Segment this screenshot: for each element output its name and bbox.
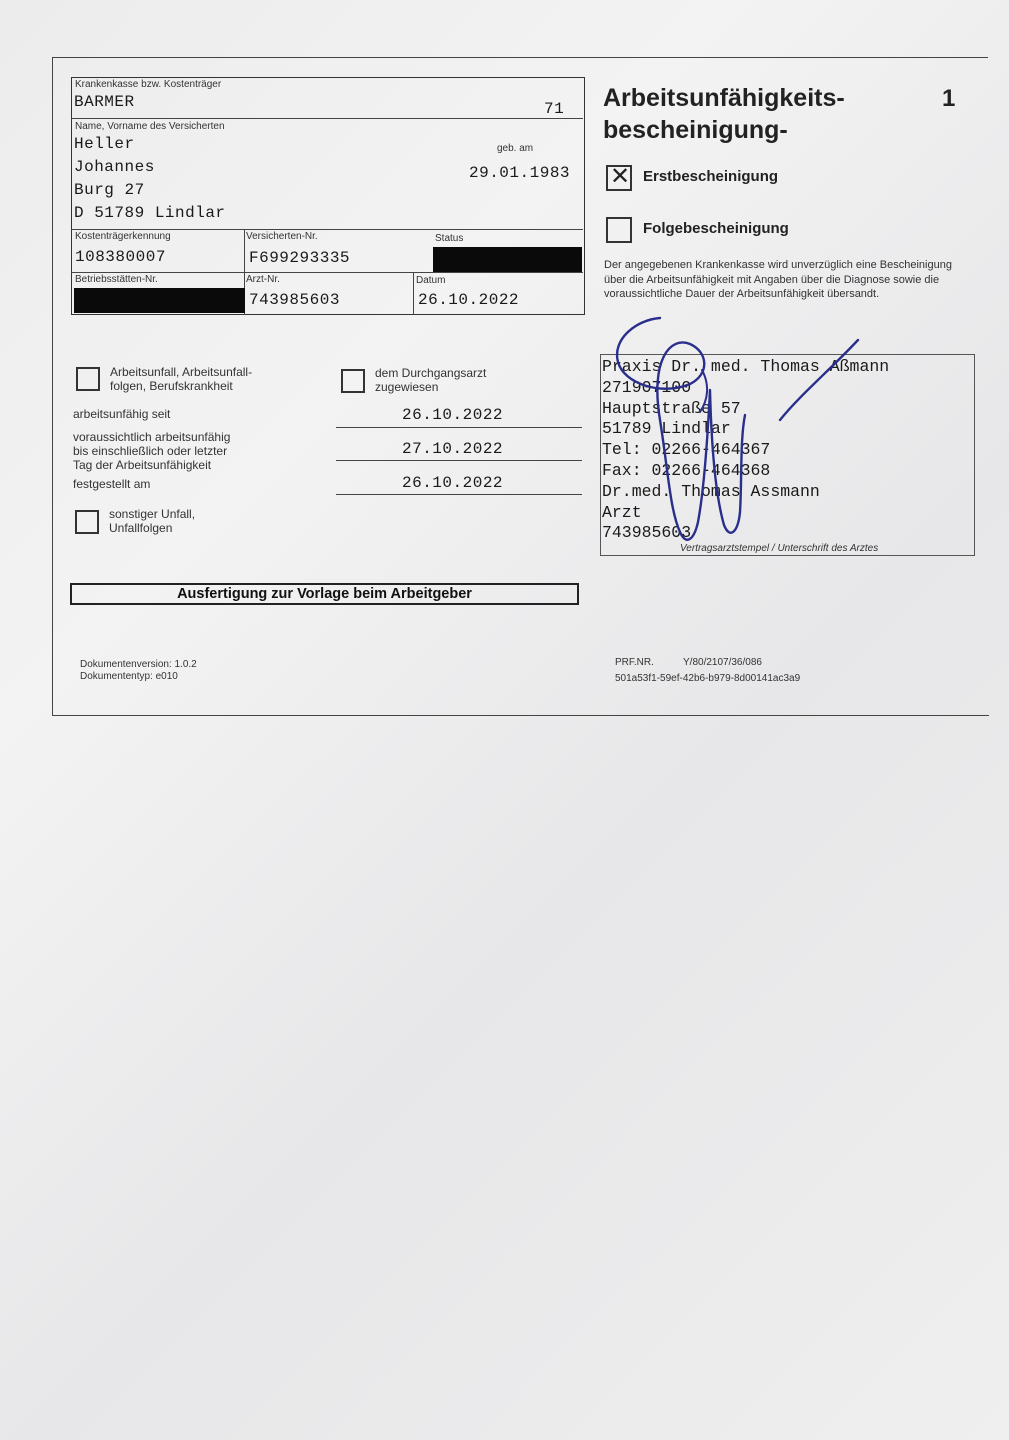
until-value: 27.10.2022 (402, 440, 504, 458)
doc-version: Dokumentenversion: 1.0.2 (80, 659, 197, 670)
insured-no-label: Versicherten-Nr. (246, 231, 318, 242)
insured-first-name: Johannes (74, 158, 155, 176)
notice-text: Der angegebenen Krankenkasse wird unverzüglich eine Bescheinigung über die Arbeitsunfähigkeit mit Angaben über die Diagnose sowie die voraussichtliche Dauer der Arbeitsunfähigkeit übersandt. (604, 259, 952, 300)
stamp-line-9: 743985603 (602, 523, 692, 543)
insurance-code: 71 (544, 100, 565, 118)
since-value: 26.10.2022 (402, 406, 504, 424)
insured-city: D 51789 Lindlar (74, 204, 226, 222)
insured-label: Name, Vorname des Versicherten (75, 121, 225, 132)
frame-bottom (52, 715, 989, 716)
insured-street: Burg 27 (74, 181, 145, 199)
transit-doctor-label-2: zugewiesen (375, 380, 439, 394)
insured-last-name: Heller (74, 135, 135, 153)
stamp-line-7: Dr.med. Thomas Assmann (602, 481, 820, 501)
doctor-no-label: Arzt-Nr. (246, 274, 280, 285)
other-accident-label-2: Unfallfolgen (109, 521, 173, 535)
title-line2: bescheinigung- (603, 116, 788, 144)
determined-underline (336, 494, 582, 495)
prf-label: PRF.NR. (615, 657, 654, 668)
since-underline (336, 427, 582, 428)
signature-icon (590, 300, 890, 570)
doctor-no-value: 743985603 (249, 291, 340, 309)
divider (71, 118, 583, 119)
insurance-label: Krankenkasse bzw. Kostenträger (75, 79, 222, 90)
work-accident-checkbox[interactable] (76, 367, 100, 391)
frame-left (52, 57, 53, 716)
work-accident-label-2: folgen, Berufskrankheit (110, 379, 233, 393)
stamp-line-5: Tel: 02266-464367 (602, 440, 771, 460)
since-label: arbeitsunfähig seit (73, 407, 171, 421)
first-cert-label: Erstbescheinigung (643, 168, 779, 185)
until-underline (336, 460, 582, 461)
other-accident-checkbox[interactable] (75, 510, 99, 534)
doc-type: Dokumententyp: e010 (80, 671, 178, 682)
first-cert-checkbox[interactable] (606, 165, 632, 191)
copy-number: 1 (942, 85, 956, 112)
prf-value: Y/80/2107/36/086 (683, 657, 762, 668)
transit-doctor-checkbox[interactable] (341, 369, 365, 393)
date-label: Datum (416, 275, 446, 286)
copy-banner (70, 583, 579, 605)
status-redaction (433, 247, 582, 272)
payer-id-value: 108380007 (75, 248, 166, 266)
insurance-name: BARMER (74, 93, 135, 111)
until-label-2: bis einschließlich oder letzter (73, 444, 228, 458)
copy-banner-text: Ausfertigung zur Vorlage beim Arbeitgeber (177, 586, 472, 602)
insured-no-value: F699293335 (249, 249, 351, 267)
date-value: 26.10.2022 (418, 291, 520, 309)
determined-label: festgestellt am (73, 477, 151, 491)
title-line1: Arbeitsunfähigkeits- (603, 84, 845, 112)
dob-value: 29.01.1983 (469, 164, 571, 182)
until-label-1: voraussichtlich arbeitsunfähig (73, 430, 231, 444)
work-accident-label-1: Arbeitsunfall, Arbeitsunfall- (110, 365, 253, 379)
stamp-line-4: 51789 Lindlar (602, 419, 731, 439)
divider (413, 272, 414, 315)
stamp-line-8: Arzt (602, 502, 642, 522)
stamp-line-3: Hauptstraße 57 (602, 398, 741, 418)
check-mark-icon: ✕ (610, 163, 631, 190)
follow-cert-label: Folgebescheinigung (643, 220, 789, 237)
dob-label: geb. am (497, 143, 534, 154)
uuid: 501a53f1-59ef-42b6-b979-8d00141ac3a9 (615, 673, 801, 684)
site-no-redaction (74, 288, 245, 313)
other-accident-label-1: sonstiger Unfall, (109, 507, 196, 521)
stamp-line-1: Praxis Dr. med. Thomas Aßmann (602, 357, 890, 376)
transit-doctor-label-1: dem Durchgangsarzt (375, 366, 487, 380)
payer-id-label: Kostenträgerkennung (75, 231, 171, 242)
status-label: Status (435, 233, 464, 244)
divider (71, 272, 583, 273)
frame-top (52, 57, 988, 58)
determined-value: 26.10.2022 (402, 474, 504, 492)
divider (71, 229, 583, 230)
stamp-caption: Vertragsarztstempel / Unterschrift des Arztes (680, 543, 879, 554)
site-no-label: Betriebsstätten-Nr. (75, 274, 158, 285)
follow-cert-checkbox[interactable] (606, 217, 632, 243)
stamp-line-6: Fax: 02266-464368 (602, 460, 771, 480)
stamp-line-2: 271907100 (602, 377, 692, 397)
until-label-3: Tag der Arbeitsunfähigkeit (73, 458, 212, 472)
